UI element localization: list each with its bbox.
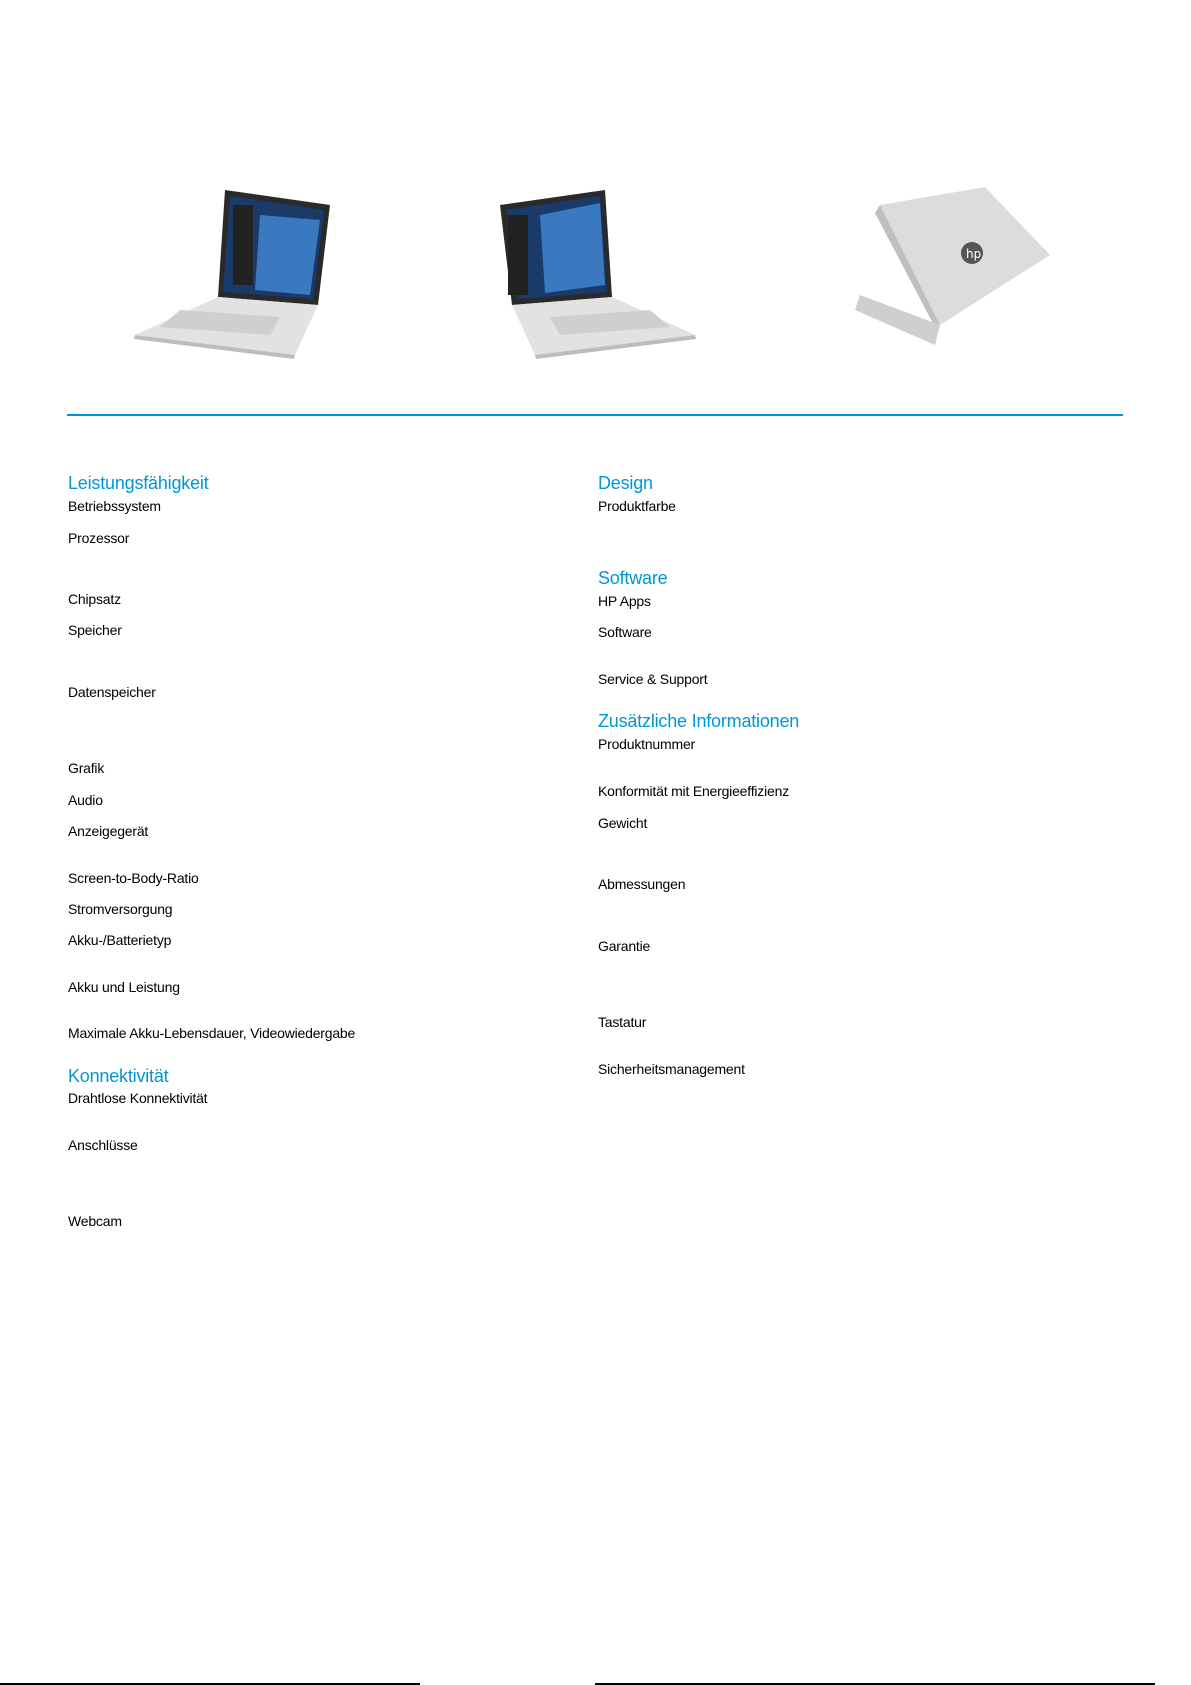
laptop-front-right-image bbox=[490, 185, 700, 360]
spec-label-processor: Prozessor bbox=[68, 530, 130, 546]
spec-label-ports: Anschlüsse bbox=[68, 1137, 138, 1153]
spec-label-product-number: Produktnummer bbox=[598, 736, 695, 752]
spec-label-audio: Audio bbox=[68, 792, 103, 808]
laptop-back-image bbox=[850, 185, 1060, 360]
spec-label-battery-performance: Akku und Leistung bbox=[68, 979, 180, 995]
spec-label-chipset: Chipsatz bbox=[68, 591, 121, 607]
spec-label-dimensions: Abmessungen bbox=[598, 876, 686, 892]
spec-label-memory: Speicher bbox=[68, 622, 122, 638]
spec-label-display: Anzeigegerät bbox=[68, 823, 149, 839]
spec-label-power: Stromversorgung bbox=[68, 901, 173, 917]
spec-label-keyboard: Tastatur bbox=[598, 1014, 647, 1030]
spec-label-service-support: Service & Support bbox=[598, 671, 708, 687]
svg-text:hp: hp bbox=[966, 247, 982, 261]
spec-label-product-color: Produktfarbe bbox=[598, 498, 676, 514]
divider-line bbox=[67, 414, 1123, 416]
section-title-software: Software bbox=[598, 568, 668, 588]
laptop-back-icon bbox=[850, 185, 1060, 360]
section-title-design: Design bbox=[598, 473, 653, 493]
spec-label-os: Betriebssystem bbox=[68, 498, 161, 514]
spec-label-software: Software bbox=[598, 624, 652, 640]
spec-label-security-management: Sicherheitsmanagement bbox=[598, 1061, 745, 1077]
spec-label-weight: Gewicht bbox=[598, 815, 648, 831]
spec-label-webcam: Webcam bbox=[68, 1213, 122, 1229]
laptop-open-icon bbox=[490, 185, 700, 360]
laptop-open-icon bbox=[130, 185, 340, 360]
section-title-connectivity: Konnektivität bbox=[68, 1066, 169, 1086]
spec-label-battery-life: Maximale Akku-Lebensdauer, Videowiedergabe bbox=[68, 1025, 356, 1041]
spec-label-energy-compliance: Konformität mit Energieeffizienz bbox=[598, 783, 789, 799]
spec-label-wireless: Drahtlose Konnektivität bbox=[68, 1090, 208, 1106]
spec-label-warranty: Garantie bbox=[598, 938, 651, 954]
section-title-performance: Leistungsfähigkeit bbox=[68, 473, 209, 493]
laptop-front-left-image bbox=[130, 185, 340, 360]
spec-label-screen-to-body: Screen-to-Body-Ratio bbox=[68, 870, 199, 886]
spec-label-storage: Datenspeicher bbox=[68, 684, 156, 700]
spec-label-hp-apps: HP Apps bbox=[598, 593, 651, 609]
section-title-additional-info: Zusätzliche Informationen bbox=[598, 711, 800, 731]
spec-label-battery-type: Akku-/Batterietyp bbox=[68, 932, 172, 948]
spec-label-graphics: Grafik bbox=[68, 760, 105, 776]
